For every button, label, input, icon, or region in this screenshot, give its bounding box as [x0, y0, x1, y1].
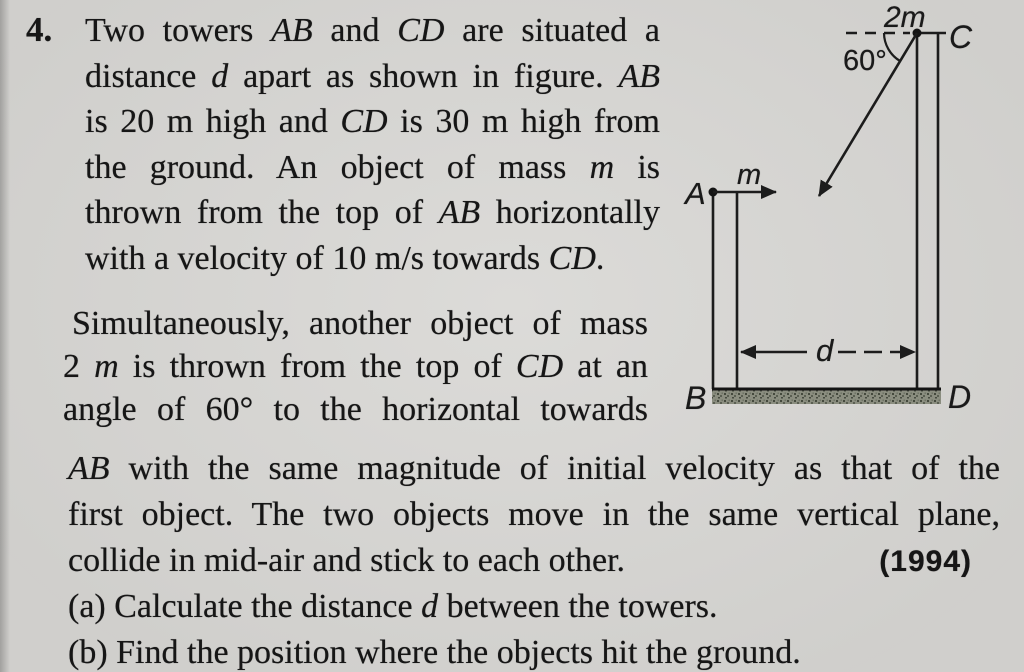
ground-strip: [712, 391, 941, 405]
towers-figure: [660, 0, 1010, 420]
text-line: thrown from the top of AB horizontally: [85, 194, 661, 231]
collide-text: collide in mid-air and stick to each other.: [68, 542, 626, 579]
label-mass-m: m: [737, 159, 762, 191]
label-angle-60: 60°: [843, 45, 887, 77]
text-line: angle of 60° to the horizontal towards: [63, 391, 648, 428]
text-line: distance d apart as shown in figure. AB: [85, 57, 660, 95]
text-line: 2 m is thrown from the top of CD at an: [63, 348, 648, 385]
label-mass-2m: 2m: [884, 1, 926, 34]
ground-line: [712, 388, 941, 391]
problem-paragraph-1: [85, 8, 660, 281]
tower-ab-outline: [713, 192, 737, 389]
question-part-a: (a) Calculate the distance d between the towers.: [68, 588, 718, 625]
tower-cd-outline: [917, 33, 946, 389]
text-line-with-year: [68, 538, 1000, 584]
question-part-b: (b) Find the position where the objects hit the ground.: [68, 634, 801, 671]
text-line: with a velocity of 10 m/s towards CD.: [85, 239, 605, 277]
scan-edge-shadow: [0, 0, 10, 672]
label-distance-d: d: [816, 333, 834, 368]
text-line: is 20 m high and CD is 30 m high from: [85, 103, 660, 140]
text-line: first object. The two objects move in the same vertical plane,: [68, 496, 1000, 533]
text-line: the ground. An object of mass m is: [85, 148, 660, 186]
label-corner-d: D: [948, 379, 972, 415]
problem-paragraph-2: [63, 302, 648, 431]
exam-year-badge: (1994): [879, 545, 972, 578]
text-line: AB with the same magnitude of initial velocity as that of the: [68, 450, 1000, 487]
text-line: Two towers AB and CD are situated a: [85, 12, 661, 49]
label-corner-a: A: [685, 176, 706, 211]
text-line: Simultaneously, another object of mass: [72, 305, 648, 342]
label-corner-c: C: [949, 19, 973, 55]
problem-paragraph-full-width: [68, 446, 1000, 672]
label-corner-b: B: [685, 380, 707, 416]
problem-number: 4.: [26, 10, 53, 49]
